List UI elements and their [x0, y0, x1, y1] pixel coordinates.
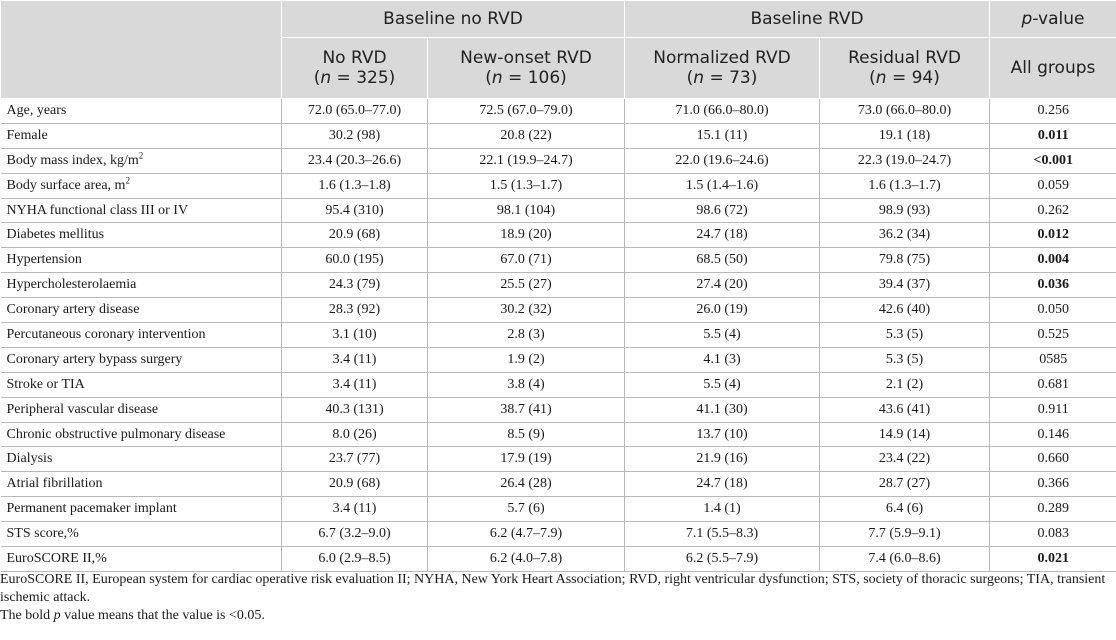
table-row: [1, 522, 1116, 547]
value-cell: 26.0 (19): [625, 298, 820, 323]
value-cell: 95.4 (310): [282, 198, 428, 223]
row-label: Coronary artery bypass surgery: [1, 347, 282, 372]
column-name: Residual RVD: [848, 48, 961, 68]
table-row: [1, 497, 1116, 522]
row-label: Dialysis: [1, 447, 282, 472]
value-cell: 40.3 (131): [282, 397, 428, 422]
value-cell: 7.1 (5.5–8.3): [625, 522, 820, 547]
value-cell: 6.0 (2.9–8.5): [282, 547, 428, 572]
value-cell: 2.1 (2): [820, 372, 990, 397]
value-cell: 6.2 (4.0–7.8): [428, 547, 625, 572]
row-label: Percutaneous coronary intervention: [1, 323, 282, 348]
value-cell: 20.9 (68): [282, 472, 428, 497]
table-row: [1, 397, 1116, 422]
value-cell: 23.4 (20.3–26.6): [282, 148, 428, 173]
value-cell: 3.4 (11): [282, 347, 428, 372]
table-footnote: [0, 571, 1110, 625]
value-cell: 19.1 (18): [820, 123, 990, 148]
value-cell: 5.7 (6): [428, 497, 625, 522]
column-name: No RVD: [322, 48, 387, 68]
p-value-cell: 0.012: [990, 223, 1116, 248]
table-row: [1, 273, 1116, 298]
value-cell: 15.1 (11): [625, 123, 820, 148]
value-cell: 3.4 (11): [282, 372, 428, 397]
table-row: [1, 447, 1116, 472]
value-cell: 72.5 (67.0–79.0): [428, 99, 625, 124]
row-label: Diabetes mellitus: [1, 223, 282, 248]
column-header-new-onset-rvd: [428, 38, 625, 99]
p-value-cell: 0.050: [990, 298, 1116, 323]
table-row: [1, 223, 1116, 248]
value-cell: 5.3 (5): [820, 323, 990, 348]
column-header-all-groups: [990, 38, 1116, 99]
table-row: [1, 323, 1116, 348]
column-n: (n = 325): [313, 68, 396, 88]
row-label: Atrial fibrillation: [1, 472, 282, 497]
p-value-cell: 0.021: [990, 547, 1116, 572]
value-cell: 30.2 (32): [428, 298, 625, 323]
value-cell: 20.9 (68): [282, 223, 428, 248]
row-label: Peripheral vascular disease: [1, 397, 282, 422]
row-label: STS score,%: [1, 522, 282, 547]
table-row: [1, 422, 1116, 447]
value-cell: 1.6 (1.3–1.8): [282, 173, 428, 198]
value-cell: 79.8 (75): [820, 248, 990, 273]
value-cell: 22.1 (19.9–24.7): [428, 148, 625, 173]
value-cell: 22.3 (19.0–24.7): [820, 148, 990, 173]
column-header-residual-rvd: [820, 38, 990, 99]
p-value-cell: 0.011: [990, 123, 1116, 148]
p-value-cell: 0.004: [990, 248, 1116, 273]
value-cell: 7.7 (5.9–9.1): [820, 522, 990, 547]
p-value-suffix: -value: [1032, 9, 1085, 29]
table-row: [1, 198, 1116, 223]
p-value-cell: 0585: [990, 347, 1116, 372]
footnote-abbreviations: EuroSCORE II, European system for cardiac operative risk evaluation II; NYHA, New York Heart Association; RVD, right ventricular dysfunction; STS, society of thoracic surgeons; TIA, transient ischemic attack.: [0, 572, 1106, 605]
header-corner-cell: [1, 1, 282, 99]
value-cell: 2.8 (3): [428, 323, 625, 348]
row-label: Hypercholesterolaemia: [1, 273, 282, 298]
value-cell: 71.0 (66.0–80.0): [625, 99, 820, 124]
value-cell: 5.3 (5): [820, 347, 990, 372]
row-label: EuroSCORE II,%: [1, 547, 282, 572]
p-value-cell: 0.681: [990, 372, 1116, 397]
column-n: (n = 73): [686, 68, 758, 88]
value-cell: 98.1 (104): [428, 198, 625, 223]
value-cell: 30.2 (98): [282, 123, 428, 148]
row-label: Age, years: [1, 99, 282, 124]
value-cell: 8.5 (9): [428, 422, 625, 447]
value-cell: 8.0 (26): [282, 422, 428, 447]
table-row: [1, 123, 1116, 148]
p-value-cell: 0.256: [990, 99, 1116, 124]
value-cell: 25.5 (27): [428, 273, 625, 298]
value-cell: 36.2 (34): [820, 223, 990, 248]
column-header-no-rvd: [282, 38, 428, 99]
value-cell: 3.4 (11): [282, 497, 428, 522]
value-cell: 39.4 (37): [820, 273, 990, 298]
p-value-cell: 0.036: [990, 273, 1116, 298]
table-row: [1, 248, 1116, 273]
row-label: NYHA functional class III or IV: [1, 198, 282, 223]
value-cell: 26.4 (28): [428, 472, 625, 497]
p-value-cell: 0.083: [990, 522, 1116, 547]
value-cell: 98.6 (72): [625, 198, 820, 223]
table-row: [1, 372, 1116, 397]
value-cell: 6.2 (5.5–7.9): [625, 547, 820, 572]
value-cell: 5.5 (4): [625, 323, 820, 348]
table-header: [1, 1, 1116, 99]
group-header-baseline-rvd: Baseline RVD: [625, 1, 990, 38]
value-cell: 3.8 (4): [428, 372, 625, 397]
row-label: Body surface area, $m^2$: [1, 173, 282, 198]
value-cell: 68.5 (50): [625, 248, 820, 273]
value-cell: 1.9 (2): [428, 347, 625, 372]
value-cell: 60.0 (195): [282, 248, 428, 273]
p-value-cell: 0.262: [990, 198, 1116, 223]
value-cell: 28.7 (27): [820, 472, 990, 497]
value-cell: 18.9 (20): [428, 223, 625, 248]
value-cell: 6.7 (3.2–9.0): [282, 522, 428, 547]
value-cell: 38.7 (41): [428, 397, 625, 422]
value-cell: 24.7 (18): [625, 223, 820, 248]
group-header-baseline-no-rvd: Baseline no RVD: [282, 1, 625, 38]
value-cell: 43.6 (41): [820, 397, 990, 422]
value-cell: 1.5 (1.4–1.6): [625, 173, 820, 198]
row-label: Chronic obstructive pulmonary disease: [1, 422, 282, 447]
p-value-cell: 0.289: [990, 497, 1116, 522]
p-value-cell: 0.146: [990, 422, 1116, 447]
column-name: All groups: [1010, 58, 1096, 78]
footnote-bold-note: The bold p value means that the value is <0.05.: [0, 608, 265, 623]
value-cell: 21.9 (16): [625, 447, 820, 472]
value-cell: 6.4 (6): [820, 497, 990, 522]
value-cell: 42.6 (40): [820, 298, 990, 323]
group-header-p-value: [990, 1, 1116, 38]
value-cell: 7.4 (6.0–8.6): [820, 547, 990, 572]
value-cell: 24.3 (79): [282, 273, 428, 298]
table-row: [1, 99, 1116, 124]
row-label: Female: [1, 123, 282, 148]
p-value-cell: 0.059: [990, 173, 1116, 198]
row-label: Body mass index, $kg/m^2$: [1, 148, 282, 173]
value-cell: 3.1 (10): [282, 323, 428, 348]
p-value-cell: 0.366: [990, 472, 1116, 497]
row-label: Stroke or TIA: [1, 372, 282, 397]
value-cell: 1.5 (1.3–1.7): [428, 173, 625, 198]
column-n: (n = 94): [869, 68, 940, 88]
row-label: Coronary artery disease: [1, 298, 282, 323]
p-value-cell: 0.660: [990, 447, 1116, 472]
column-header-normalized-rvd: [625, 38, 820, 99]
value-cell: 22.0 (19.6–24.6): [625, 148, 820, 173]
p-value-cell: <0.001: [990, 148, 1116, 173]
p-value-cell: 0.525: [990, 323, 1116, 348]
value-cell: 41.1 (30): [625, 397, 820, 422]
value-cell: 73.0 (66.0–80.0): [820, 99, 990, 124]
value-cell: 20.8 (22): [428, 123, 625, 148]
value-cell: 23.7 (77): [282, 447, 428, 472]
value-cell: 27.4 (20): [625, 273, 820, 298]
value-cell: 23.4 (22): [820, 447, 990, 472]
value-cell: 28.3 (92): [282, 298, 428, 323]
value-cell: 1.6 (1.3–1.7): [820, 173, 990, 198]
column-n: (n = 106): [485, 68, 567, 88]
table-row: [1, 148, 1116, 173]
table-body: [1, 99, 1116, 572]
value-cell: 4.1 (3): [625, 347, 820, 372]
table-row: [1, 547, 1116, 572]
value-cell: 13.7 (10): [625, 422, 820, 447]
table-row: [1, 173, 1116, 198]
value-cell: 24.7 (18): [625, 472, 820, 497]
row-label: Hypertension: [1, 248, 282, 273]
row-label: Permanent pacemaker implant: [1, 497, 282, 522]
value-cell: 72.0 (65.0–77.0): [282, 99, 428, 124]
p-value-p: p: [1021, 9, 1033, 29]
value-cell: 67.0 (71): [428, 248, 625, 273]
value-cell: 1.4 (1): [625, 497, 820, 522]
column-name: New-onset RVD: [460, 48, 592, 68]
value-cell: 5.5 (4): [625, 372, 820, 397]
value-cell: 14.9 (14): [820, 422, 990, 447]
table-row: [1, 472, 1116, 497]
value-cell: 17.9 (19): [428, 447, 625, 472]
table-row: [1, 298, 1116, 323]
p-value-cell: 0.911: [990, 397, 1116, 422]
value-cell: 98.9 (93): [820, 198, 990, 223]
column-name: Normalized RVD: [653, 48, 791, 68]
value-cell: 6.2 (4.7–7.9): [428, 522, 625, 547]
table-row: [1, 347, 1116, 372]
